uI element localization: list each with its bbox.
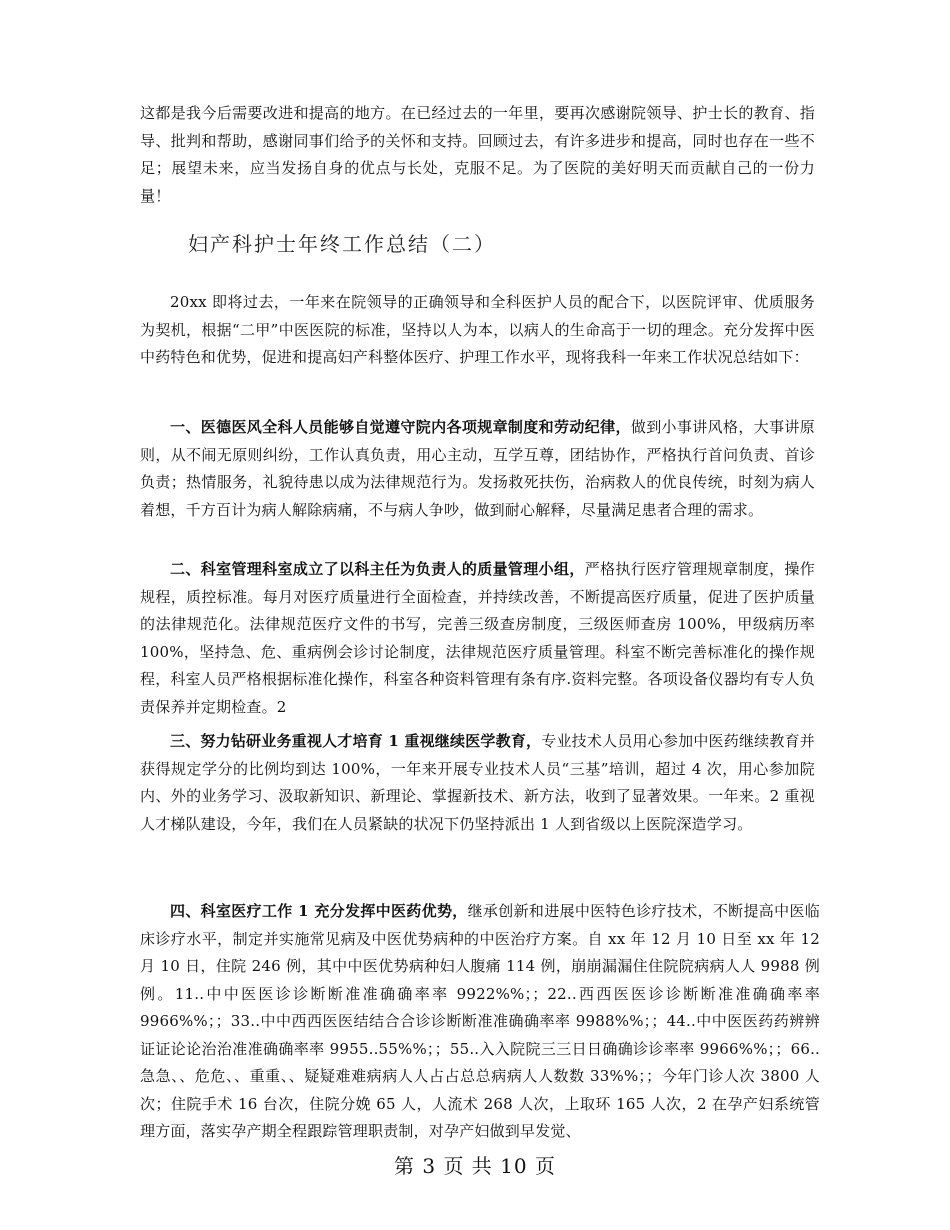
page-footer: 第 3 页 共 10 页 (394, 1154, 556, 1178)
section-1-body: 做到小事讲风格，大事讲原则，从不闹无原则纠纷，工作认真负责，用心主动，互学互尊，团结协作，严格执行首问负责、首诊负责；热情服务，礼貌待患以成为法律规范行为。发扬救死扶伤，治病救人的优良传统，时刻为病人着想，千方百计为病人解除病痛，不与病人争吵，做到耐心解释，尽量满足患者合理的需求。 (140, 418, 815, 519)
summary-paragraph: 20xx 即将过去，一年来在院领导的正确领导和全科医护人员的配合下，以医院评审、优质服务为契机，根据“二甲”中医医院的标准，坚持以人为本，以病人的生命高于一切的理念。充分发挥中医中药特色和优势，促进和提高妇产科整体医疗、护理工作水平，现将我科一年来工作状况总结如下： (140, 293, 815, 366)
section-2-lead: 二、科室管理科室成立了以科主任为负责人的质量管理小组， (170, 560, 585, 578)
section-2-body: 严格执行医疗管理规章制度，操作规程，质控标准。每月对医疗质量进行全面检查，并持续改善，不断提高医疗质量，促进了医护质量的法律规范化。法律规范医疗文件的书写，完善三级查房制度，三级医师查房 100%，甲级病历率 100%，坚持急、危、重病例会诊讨论制度，法律规范医疗质量管理。科室不断完善标准化的操作规程，科室人员严格根据标准化操作，科室各种资料管理有条有序.资料完整。各项设备仪器均有专人负责保养并定期检查。2 (140, 560, 815, 716)
section-3-lead: 三、努力钻研业务重视人才培育 1 重视继续医学教育， (170, 732, 542, 750)
intro-paragraph: 这都是我今后需要改进和提高的地方。在已经过去的一年里，要再次感谢院领导、护士长的教育、指导、批判和帮助，感谢同事们给予的关怀和支持。回顾过去，有许多进步和提高，同时也存在一些不足；展望未来，应当发扬自身的优点与长处，克服不足。为了医院的美好明天而贡献自己的一份力量！ (140, 104, 815, 205)
section-2-paragraph (140, 556, 815, 721)
section-4-paragraph (140, 898, 820, 1146)
section-3-body: 专业技术人员用心参加中医药继续教育并获得规定学分的比例均到达 100%，一年来开展专业技术人员“三基”培训，超过 4 次，用心参加院内、外的业务学习、汲取新知识、新理论、掌握新技术、新方法，收到了显著效果。一年来。2 重视人才梯队建设，今年，我们在人员紧缺的状况下仍坚持派出 1 人到省级以上医院深造学习。 (140, 732, 815, 833)
section-3-paragraph (140, 728, 815, 838)
section-1-paragraph (140, 414, 815, 524)
section-heading: 妇产科护士年终工作总结（二） (188, 232, 496, 256)
section-4-lead: 四、科室医疗工作 1 充分发挥中医药优势， (170, 902, 468, 920)
section-1-lead: 一、医德医风全科人员能够自觉遵守院内各项规章制度和劳动纪律， (170, 418, 631, 436)
section-4-body: 继承创新和进展中医特色诊疗技术，不断提高中医临床诊疗水平，制定并实施常见病及中医优势病种的中医治疗方案。自 xx 年 12 月 10 日至 xx 年 12 月 10 日，住院 246 例，其中中医优势病种妇人腹痛 114 例，崩崩漏漏住住院院病病人人 9988 例例。11..中中医医诊诊断断准准确确率率 9922%%；；22..西西医医诊诊断断准准确确率率 9966%%；；33..中中西西医医结结合合诊诊断断准准确确率率 9988%%；；44..中中医医药药辨辨证证论论治治准准确确率率 9955..55%%；；55..入入院院三三日日确确诊诊率率 9966%%；；66..急急、、危危、、重重、、疑疑难难病病人人占占总总病病人人数数 33%%；；今年门诊人次 3800 人次；住院手术 16 台次，住院分娩 65 人，人流术 268 人次，上取环 165 人次，2 在孕产妇系统管理方面，落实孕产期全程跟踪管理职责制，对孕产妇做到早发觉、 (140, 902, 820, 1140)
